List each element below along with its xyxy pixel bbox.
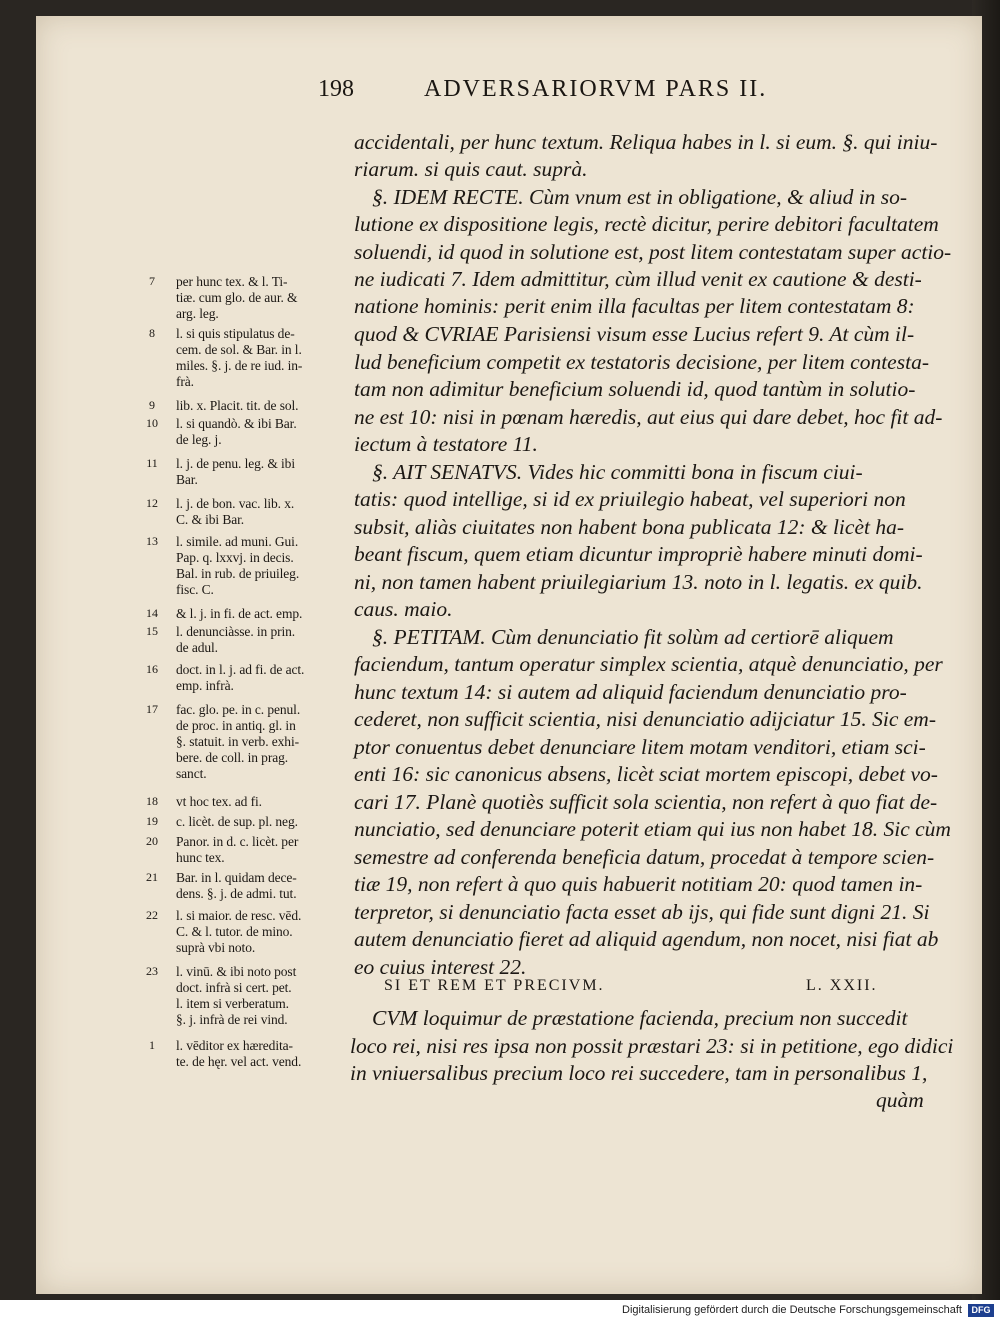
note-text: doct. in l. j. ad fi. de act. <box>176 662 305 677</box>
note-text: l. vēditor ex hæredita- <box>176 1038 293 1053</box>
note-text: de leg. j. <box>176 432 222 447</box>
note-number: 10 <box>146 416 158 430</box>
note-text: l. si quis stipulatus de- <box>176 326 295 341</box>
note-number: 9 <box>149 398 155 412</box>
text-line: tatis: quod intellige, si id ex priuilegio habeat, vel superiori non <box>354 487 906 511</box>
note-text: l. denunciàsse. in prin. <box>176 624 296 639</box>
note-text: C. & l. tutor. de mino. <box>176 924 293 939</box>
section-title: SI ET REM ET PRECIVM. <box>384 977 605 994</box>
note-text: sanct. <box>176 766 207 781</box>
text-line: beant fiscum, quem etiam dicuntur impropriè habere minuti domi- <box>354 542 923 566</box>
text-line: soluendi, id quod in solutione est, post litem contestatam super actio- <box>354 240 952 264</box>
text-line: ne iudicati 7. Idem admittitur, cùm illud venit ex cautione & desti- <box>354 267 922 291</box>
note-text: & l. j. in fi. de act. emp. <box>176 606 303 621</box>
text-line: semestre ad conferenda beneficia datum, procedat à tempore scien- <box>354 845 935 869</box>
text-line: eo cuius interest 22. <box>354 955 527 979</box>
running-head <box>318 76 878 106</box>
text-line: quàm <box>876 1088 924 1112</box>
text-line: accidentali, per hunc textum. Reliqua habes in l. si eum. §. qui iniu- <box>354 130 938 154</box>
note-number: 19 <box>146 814 158 828</box>
text-line: loco rei, nisi res ipsa non possit præstari 23: si in petitione, ego didici <box>350 1034 954 1058</box>
note-text: bere. de coll. in prag. <box>176 750 289 765</box>
note-text: te. de hęr. vel act. vend. <box>176 1054 302 1069</box>
note-number: 14 <box>146 606 158 620</box>
note-number: 16 <box>146 662 158 676</box>
note-text: frà. <box>176 374 194 389</box>
text-line: faciendum, tantum operatur simplex scientia, atquè denunciatio, per <box>354 652 943 676</box>
text-line: tam non adimitur beneficium soluendi id, quod tantùm in solutio- <box>354 377 916 401</box>
text-line: subsit, aliàs ciuitates non habent bona publicata 12: & licèt ha- <box>354 515 904 539</box>
note-text: §. j. infrà de rei vind. <box>176 1012 288 1027</box>
page-number: 198 <box>318 76 354 102</box>
note-text: l. j. de bon. vac. lib. x. <box>176 496 295 511</box>
note-number: 7 <box>149 274 155 288</box>
note-number: 21 <box>146 870 158 884</box>
text-line: autem denunciatio fieret ad aliquid agendum, non nocet, nisi fiat ab <box>354 927 939 951</box>
law-number: L. XXII. <box>806 977 878 994</box>
note-text: arg. leg. <box>176 306 219 321</box>
text-line: cari 17. Planè quotiès sufficit sola scientia, non refert à quo fiat de- <box>354 790 938 814</box>
note-text: l. si maior. de resc. vēd. <box>176 908 302 923</box>
note-text: Bar. <box>176 472 198 487</box>
note-text: Pap. q. lxxvj. in decis. <box>176 550 294 565</box>
note-number: 22 <box>146 908 158 922</box>
section-heading <box>384 977 944 995</box>
text-line: nunciatio, sed denunciare poterit etiam qui ius non habet 18. Sic cùm <box>354 817 951 841</box>
note-text: emp. infrà. <box>176 678 234 693</box>
text-line: ptor conuentus debet denunciare litem motam venditori, etiam sci- <box>354 735 926 759</box>
note-text: §. statuit. in verb. exhi- <box>176 734 300 749</box>
note-text: de adul. <box>176 640 218 655</box>
note-text: doct. infrà si cert. pet. <box>176 980 292 995</box>
note-number: 18 <box>146 794 158 808</box>
note-text: Bar. in l. quidam dece- <box>176 870 297 885</box>
note-text: fisc. C. <box>176 582 214 597</box>
funding-credit: Digitalisierung gefördert durch die Deutsche Forschungsgemeinschaft <box>622 1304 962 1316</box>
note-text: l. vinū. & ibi noto post <box>176 964 297 979</box>
note-text: miles. §. j. de re iud. in- <box>176 358 303 373</box>
text-line: natione hominis: perit enim illa facultas per litem contestatam 8: <box>354 294 915 318</box>
note-number: 20 <box>146 834 158 848</box>
note-number: 1 <box>149 1038 155 1052</box>
text-line: caus. maio. <box>354 597 453 621</box>
note-number: 23 <box>146 964 158 978</box>
note-number: 13 <box>146 534 158 548</box>
text-line: §. IDEM RECTE. Cùm vnum est in obligatione, & aliud in so- <box>372 185 908 209</box>
note-text: cem. de sol. & Bar. in l. <box>176 342 302 357</box>
note-text: dens. §. j. de admi. tut. <box>176 886 297 901</box>
note-text: tiæ. cum glo. de aur. & <box>176 290 298 305</box>
text-line: §. AIT SENATVS. Vides hic committi bona in fiscum ciui- <box>372 460 863 484</box>
dfg-logo: DFG <box>968 1304 994 1317</box>
note-text: l. simile. ad muni. Gui. <box>176 534 299 549</box>
text-line: ni, non tamen habent priuilegiarium 13. noto in l. legatis. ex quib. <box>354 570 923 594</box>
text-line: quod & CVRIAE Parisiensi visum esse Lucius refert 9. At cùm il- <box>354 322 915 346</box>
text-line: iectum à testatore 11. <box>354 432 538 456</box>
note-text: per hunc tex. & l. Ti- <box>176 274 288 289</box>
note-text: c. licèt. de sup. pl. neg. <box>176 814 298 829</box>
note-text: l. j. de penu. leg. & ibi <box>176 456 295 471</box>
running-title: ADVERSARIORVM PARS II. <box>424 76 768 102</box>
note-text: suprà vbi noto. <box>176 940 256 955</box>
note-text: de proc. in antiq. gl. in <box>176 718 296 733</box>
text-line: enti 16: sic canonicus absens, licèt sciat mortem episcopi, debet vo- <box>354 762 938 786</box>
text-line: §. PETITAM. Cùm denunciatio fit solùm ad certiorē aliquem <box>372 625 894 649</box>
note-number: 8 <box>149 326 155 340</box>
text-line: riarum. si quis caut. suprà. <box>354 157 588 181</box>
note-number: 17 <box>146 702 158 716</box>
note-text: l. item si verberatum. <box>176 996 289 1011</box>
text-line: cederet, non sufficit scientia, nisi denunciatio adijciatur 15. Sic em- <box>354 707 936 731</box>
text-line: terpretor, si denunciatio facta esset ab ijs, qui fide sunt digni 21. Si <box>354 900 930 924</box>
note-text: l. si quandò. & ibi Bar. <box>176 416 297 431</box>
text-line: ne est 10: nisi in pœnam hæredis, aut eius qui dare debet, hoc fit ad- <box>354 405 943 429</box>
text-line: CVM loquimur de præstatione facienda, precium non succedit <box>372 1006 908 1030</box>
text-line: in vniuersalibus precium loco rei succedere, tam in personalibus 1, <box>350 1061 928 1085</box>
note-text: Bal. in rub. de priuileg. <box>176 566 300 581</box>
note-number: 12 <box>146 496 158 510</box>
text-line: lutione ex dispositione legis, rectè dicitur, perire debitori facultatem <box>354 212 939 236</box>
note-text: hunc tex. <box>176 850 225 865</box>
text-line: hunc textum 14: si autem ad aliquid faciendum denunciatio pro- <box>354 680 907 704</box>
note-text: Panor. in d. c. licèt. per <box>176 834 299 849</box>
text-line: lud beneficium competit ex testatoris decisione, per litem contesta- <box>354 350 929 374</box>
note-number: 15 <box>146 624 158 638</box>
text-line: tiæ 19, non refert à quo quis habuerit notitiam 20: quod tamen in- <box>354 872 923 896</box>
note-text: vt hoc tex. ad fi. <box>176 794 262 809</box>
note-text: lib. x. Placit. tit. de sol. <box>176 398 299 413</box>
note-text: fac. glo. pe. in c. penul. <box>176 702 301 717</box>
note-number: 11 <box>146 456 158 470</box>
note-text: C. & ibi Bar. <box>176 512 245 527</box>
